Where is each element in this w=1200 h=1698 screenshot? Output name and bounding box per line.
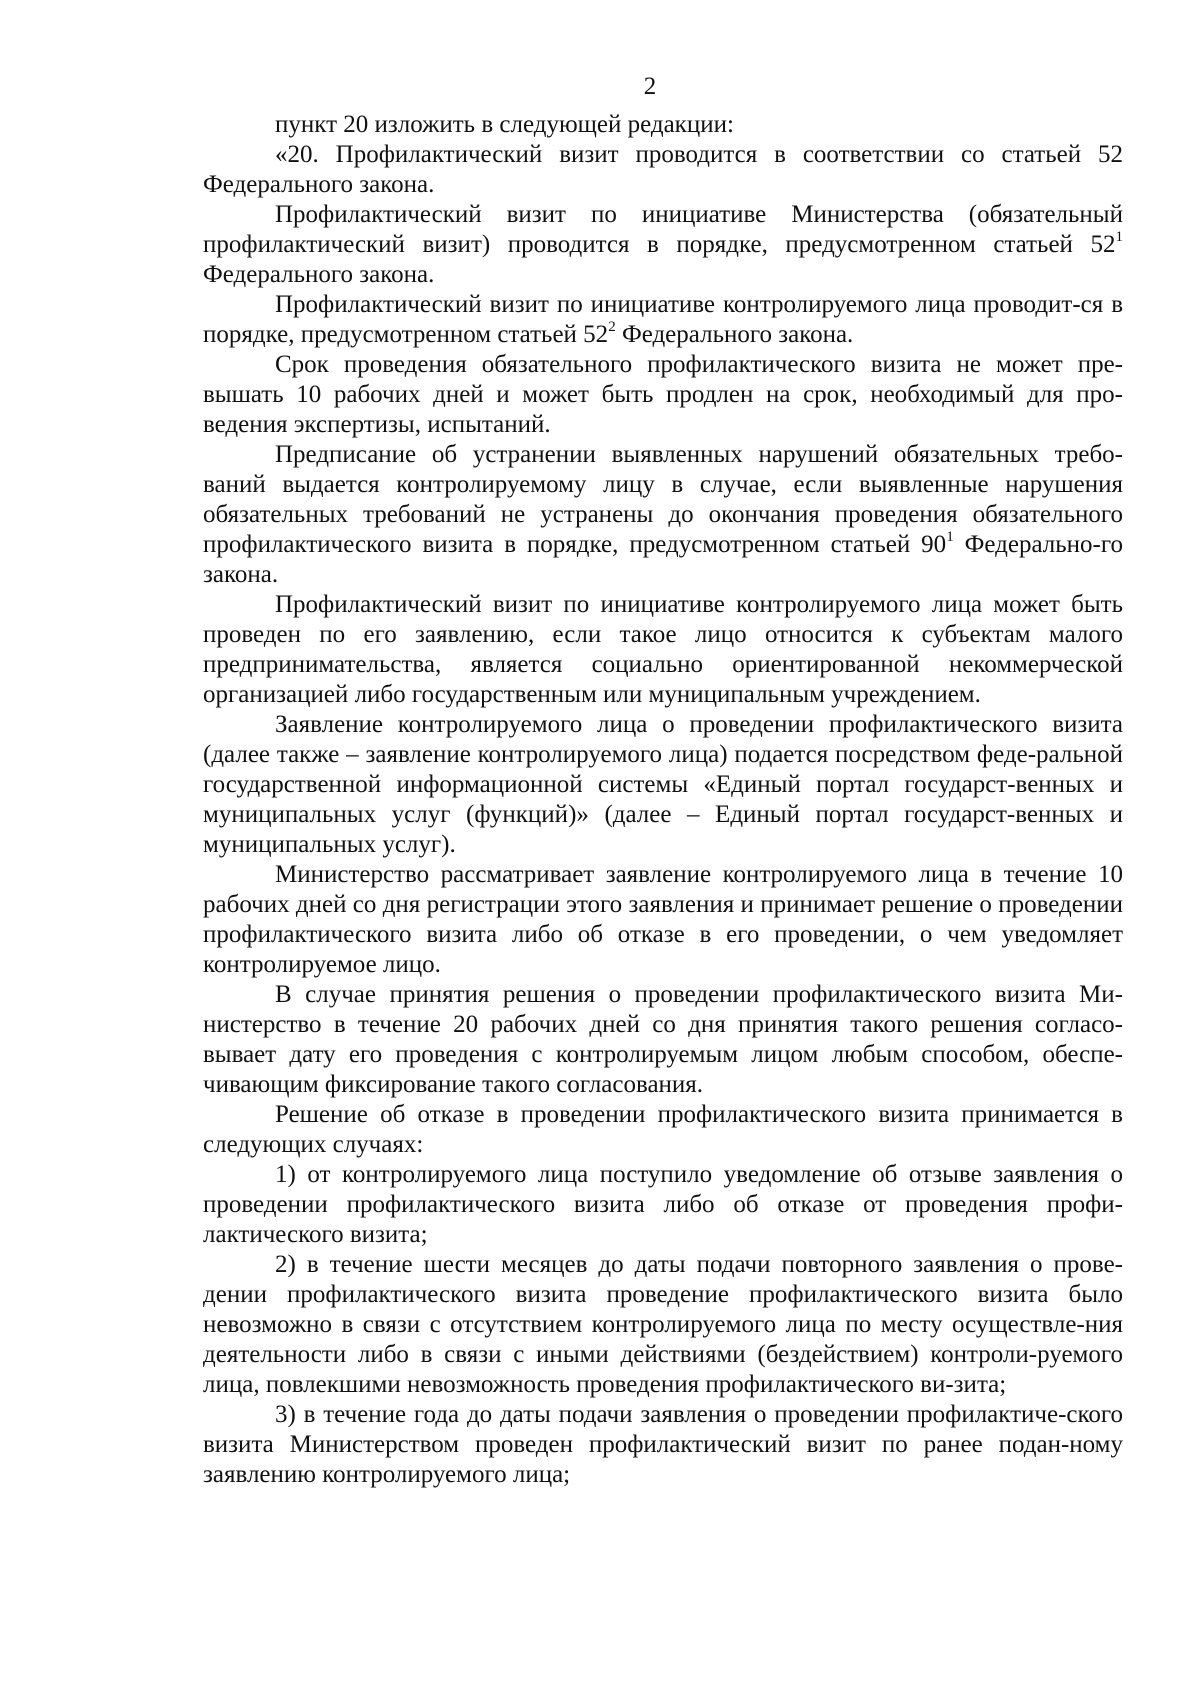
paragraph: В случае принятия решения о проведении профилактического визита Ми-нистерство в течение 20 рабочих дней со дня принятия такого решения согласо-вывает дату его проведения с контролируемым лицом любым способом, обеспе-чивающим фиксирование такого согласования. (203, 981, 1123, 1098)
superscript: 1 (1115, 229, 1123, 245)
paragraph (203, 290, 1123, 350)
paragraph-text: Федерально-го закона. (203, 531, 1123, 588)
paragraph: Министерство рассматривает заявление контролируемого лица в течение 10 рабочих дней со дня регистрации этого заявления и принимает решение о проведении профилактического визита либо об отказе в его проведении, о чем уведомляет контролируемое лицо. (203, 861, 1123, 978)
superscript: 2 (608, 319, 616, 335)
paragraph (203, 200, 1123, 290)
paragraph: Решение об отказе в проведении профилактического визита принимается в следующих случаях: (203, 1101, 1123, 1158)
list-item: 1) от контролируемого лица поступило уведомление об отзыве заявления о проведении профилактического визита либо об отказе от проведения профи-лактического визита; (203, 1161, 1123, 1248)
list-item: 2) в течение шести месяцев до даты подачи повторного заявления о прове-дении профилактического визита проведение профилактического визита было невозможно в связи с отсутствием контролируемого лица по месту осуществле-ния деятельности либо в связи с иными действиями (бездействием) контроли-руемого лица, повлекшими невозможность проведения профилактического ви-зита; (203, 1251, 1123, 1398)
paragraph-text: Предписание об устранении выявленных нарушений обязательных требо-ваний выдается контролируемому лицу в случае, если выявленные нарушения обязательных требований не устранены до окончания проведения обязательного профилактического визита в порядке, предусмотренном статьей 90 (203, 441, 1123, 558)
page-number: 2 (643, 73, 657, 100)
paragraph: «20. Профилактический визит проводится в соответствии со статьей 52 Федерального закона. (203, 141, 1123, 198)
paragraph-text: Федерального закона. (615, 321, 854, 348)
document-body (203, 110, 1123, 1490)
paragraph-text: Федерального закона. (203, 261, 435, 288)
paragraph (203, 440, 1123, 590)
paragraph-text: Профилактический визит по инициативе Министерства (обязательный профилактический визит) проводится в порядке, предусмотренном статьей 52 (203, 201, 1123, 258)
paragraph: Заявление контролируемого лица о проведении профилактического визита (далее также – заявление контролируемого лица) подается посредством феде-ральной государственной информационной системы «Единый портал государст-венных и муниципальных услуг (функций)» (далее – Единый портал государст-венных и муниципальных услуг). (203, 711, 1123, 858)
paragraph: пункт 20 изложить в следующей редакции: (275, 111, 734, 138)
paragraph: Профилактический визит по инициативе контролируемого лица может быть проведен по его заявлению, если такое лицо относится к субъектам малого предпринимательства, является социально ориентированной некоммерческой организацией либо государственным или муниципальным учреждением. (203, 591, 1123, 708)
paragraph-text: Профилактический визит по инициативе контролируемого лица проводит-ся в порядке, предусмотренном статьей 52 (203, 291, 1123, 348)
superscript: 1 (946, 529, 954, 545)
list-item: 3) в течение года до даты подачи заявления о проведении профилактиче-ского визита Министерством проведен профилактический визит по ранее подан-ному заявлению контролируемого лица; (203, 1401, 1123, 1488)
paragraph: Срок проведения обязательного профилактического визита не может пре-вышать 10 рабочих дней и может быть продлен на срок, необходимый для про-ведения экспертизы, испытаний. (203, 351, 1123, 438)
